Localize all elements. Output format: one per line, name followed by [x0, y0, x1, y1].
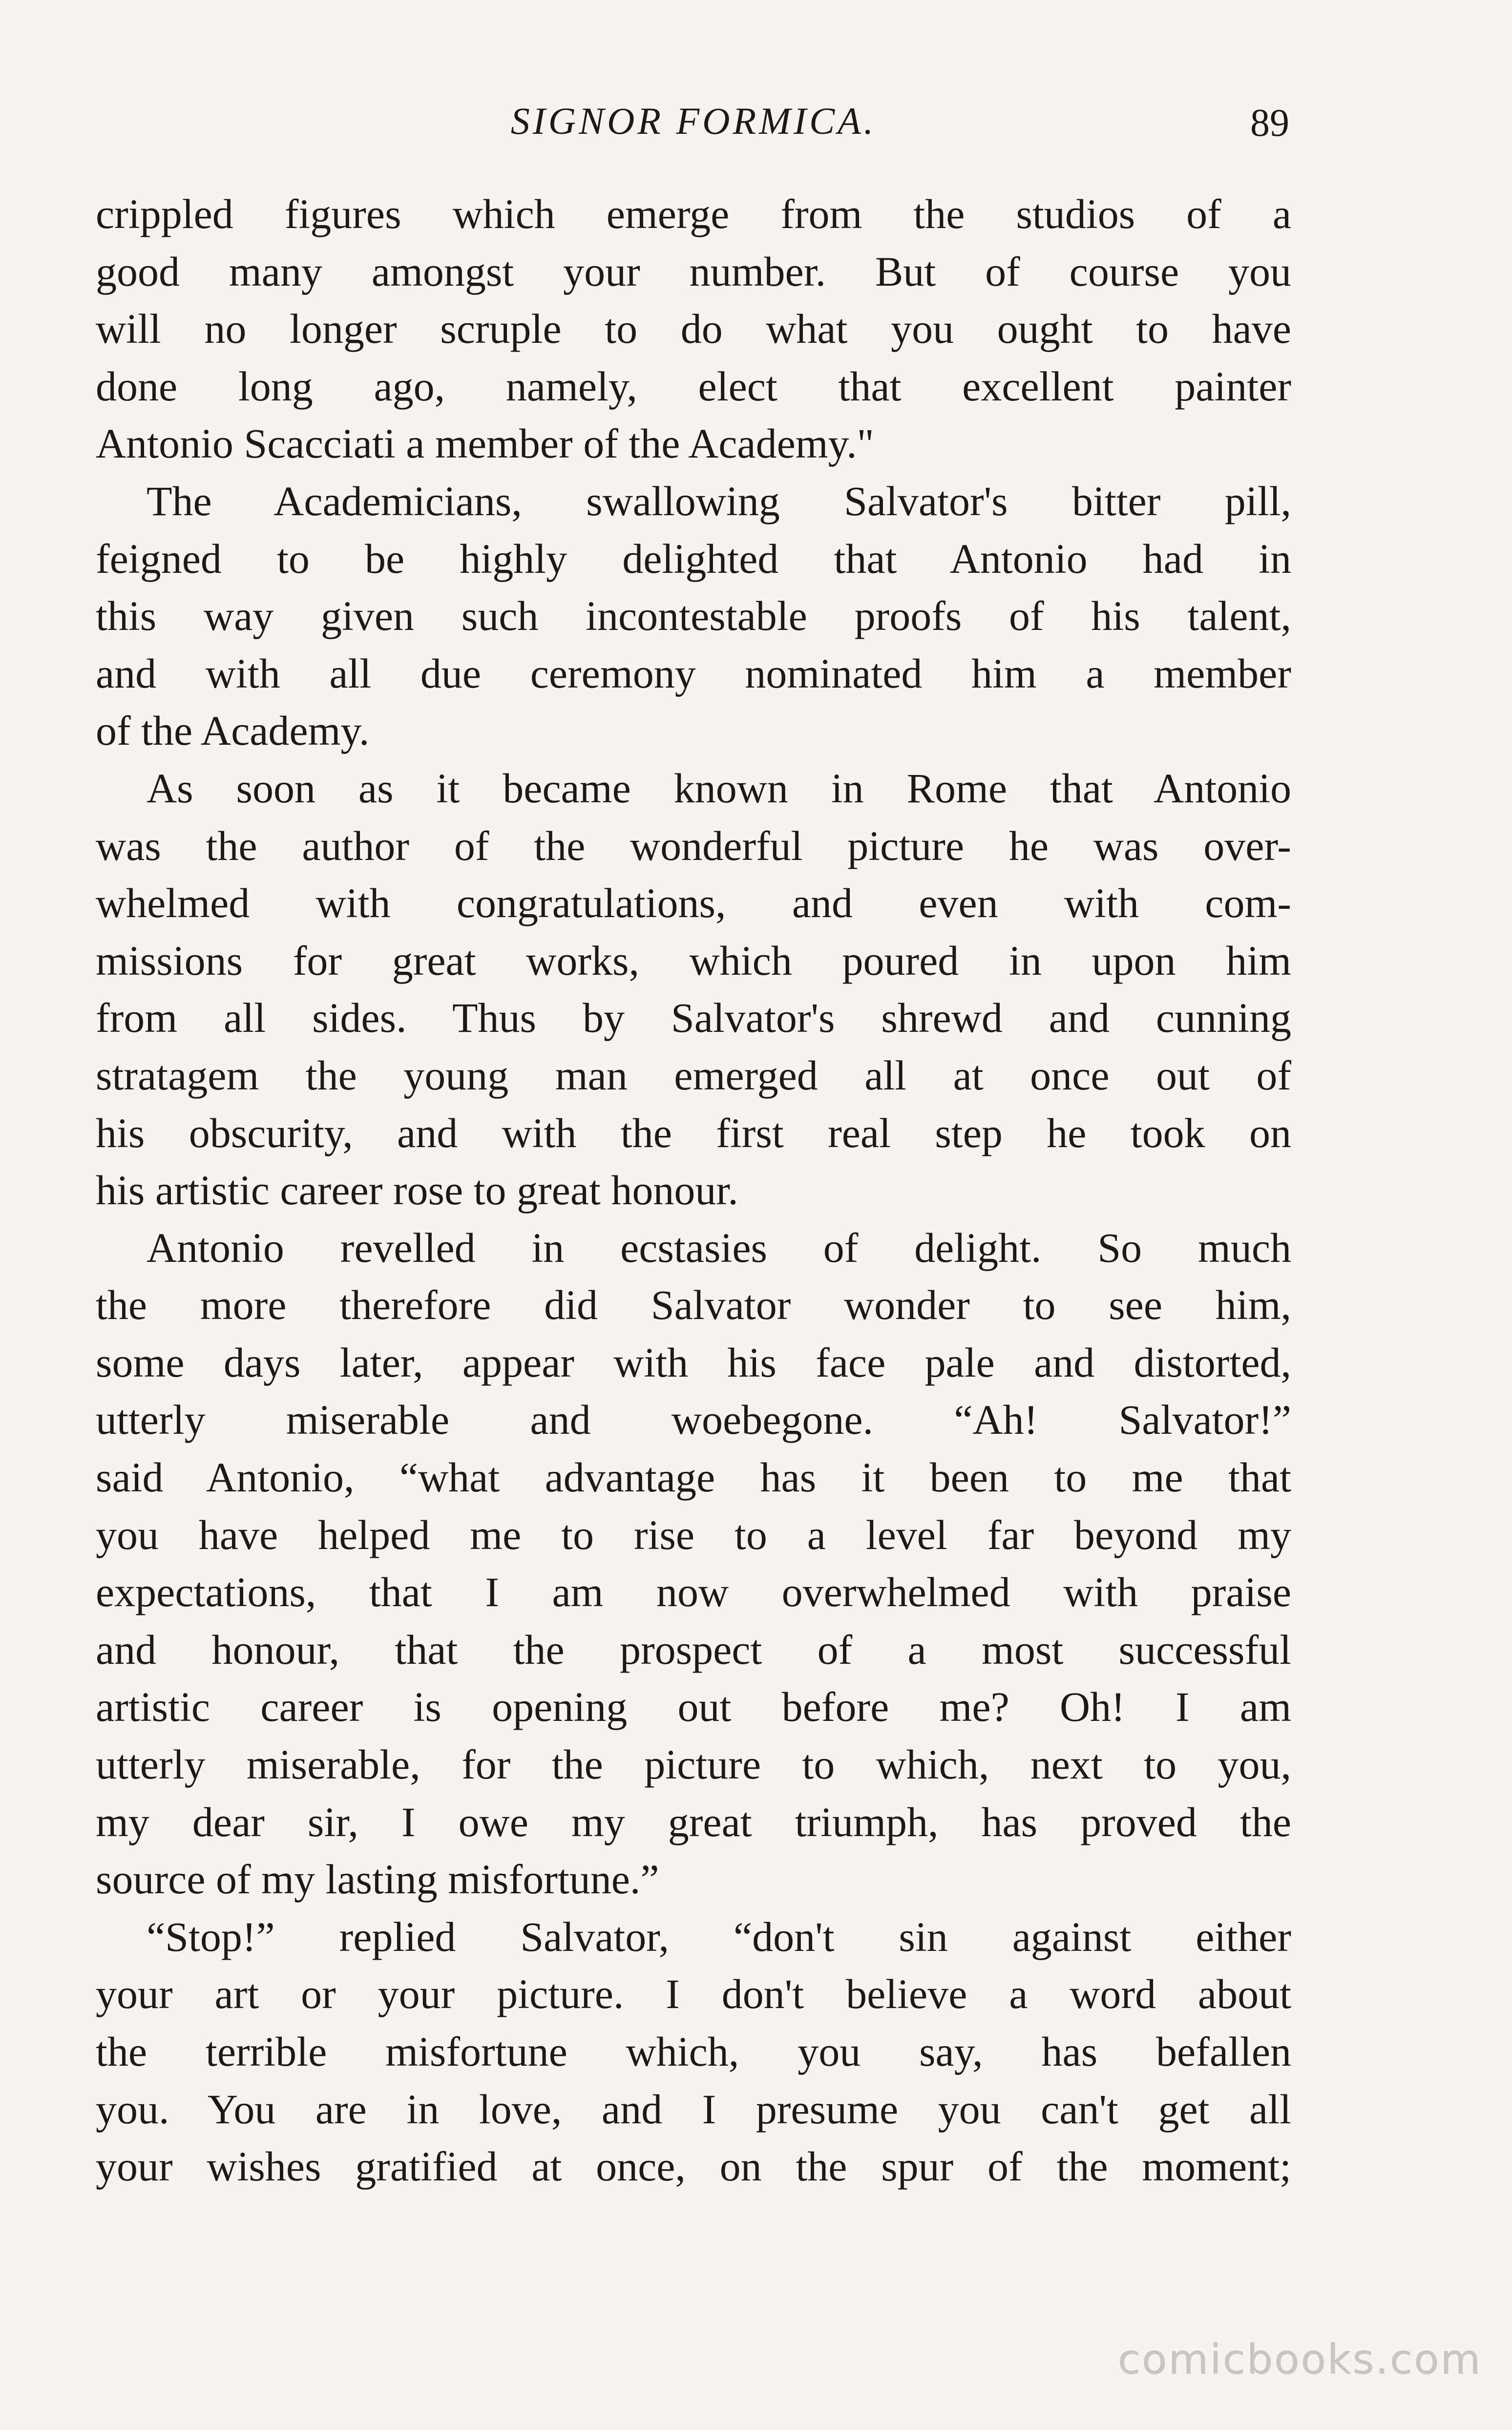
text-line: was the author of the wonderful picture he was over-: [96, 822, 1291, 869]
text-line: this way given such incontestable proofs of his talent,: [96, 592, 1291, 640]
text-line: stratagem the young man emerged all at once out of: [96, 1051, 1291, 1099]
text-line: his artistic career rose to great honour.: [96, 1167, 738, 1214]
watermark: comicbooks.com: [1117, 2335, 1482, 2383]
text-line: missions for great works, which poured in upon him: [96, 937, 1291, 984]
text-line: will no longer scruple to do what you ought to have: [96, 305, 1291, 353]
page-header: [98, 92, 1289, 150]
text-line: the terrible misfortune which, you say, has befallen: [96, 2028, 1291, 2075]
text-line: you have helped me to rise to a level far beyond my: [96, 1511, 1291, 1558]
paragraph: [96, 1219, 1291, 1908]
text-line: the more therefore did Salvator wonder to see him,: [96, 1281, 1291, 1329]
text-line: said Antonio, “what advantage has it been to me that: [96, 1454, 1291, 1501]
body-text: [96, 186, 1291, 2196]
text-line: your wishes gratified at once, on the spur of the moment;: [96, 2143, 1291, 2190]
text-line: artistic career is opening out before me? Oh! I am: [96, 1683, 1291, 1731]
text-line: his obscurity, and with the first real step he took on: [96, 1109, 1291, 1156]
text-line: some days later, appear with his face pale and distorted,: [96, 1339, 1291, 1386]
text-line: “Stop!” replied Salvator, “don't sin against either: [147, 1913, 1291, 1960]
text-line: utterly miserable, for the picture to which, next to you,: [96, 1741, 1291, 1788]
text-line: feigned to be highly delighted that Antonio had in: [96, 535, 1291, 582]
paragraph: [96, 760, 1291, 1219]
text-line: As soon as it became known in Rome that Antonio: [147, 764, 1291, 812]
text-line: your art or your picture. I don't believe a word about: [96, 1970, 1291, 2018]
text-line: and with all due ceremony nominated him a member: [96, 649, 1291, 697]
text-line: done long ago, namely, elect that excellent painter: [96, 362, 1291, 410]
text-line: utterly miserable and woebegone. “Ah! Salvator!”: [96, 1396, 1291, 1444]
text-line: The Academicians, swallowing Salvator's bitter pill,: [147, 477, 1291, 524]
running-title: SIGNOR FORMICA.: [510, 100, 877, 142]
text-line: Antonio Scacciati a member of the Academy.": [96, 420, 874, 467]
text-line: whelmed with congratulations, and even with com-: [96, 880, 1291, 927]
text-line: my dear sir, I owe my great triumph, has proved the: [96, 1798, 1291, 1845]
text-line: you. You are in love, and I presume you can't get all: [96, 2085, 1291, 2133]
paragraph: [96, 473, 1291, 760]
text-line: of the Academy.: [96, 707, 370, 754]
text-line: good many amongst your number. But of course you: [96, 248, 1291, 295]
text-line: crippled figures which emerge from the studios of a: [96, 190, 1291, 237]
text-line: Antonio revelled in ecstasies of delight. So much: [147, 1224, 1291, 1271]
text-line: from all sides. Thus by Salvator's shrewd and cunning: [96, 994, 1291, 1042]
text-line: and honour, that the prospect of a most successful: [96, 1626, 1291, 1673]
text-line: expectations, that I am now overwhelmed with praise: [96, 1569, 1291, 1616]
text-line: source of my lasting misfortune.”: [96, 1856, 659, 1903]
page-number: 89: [1250, 102, 1289, 145]
paragraph: [96, 186, 1291, 473]
paragraph: [96, 1908, 1291, 2196]
